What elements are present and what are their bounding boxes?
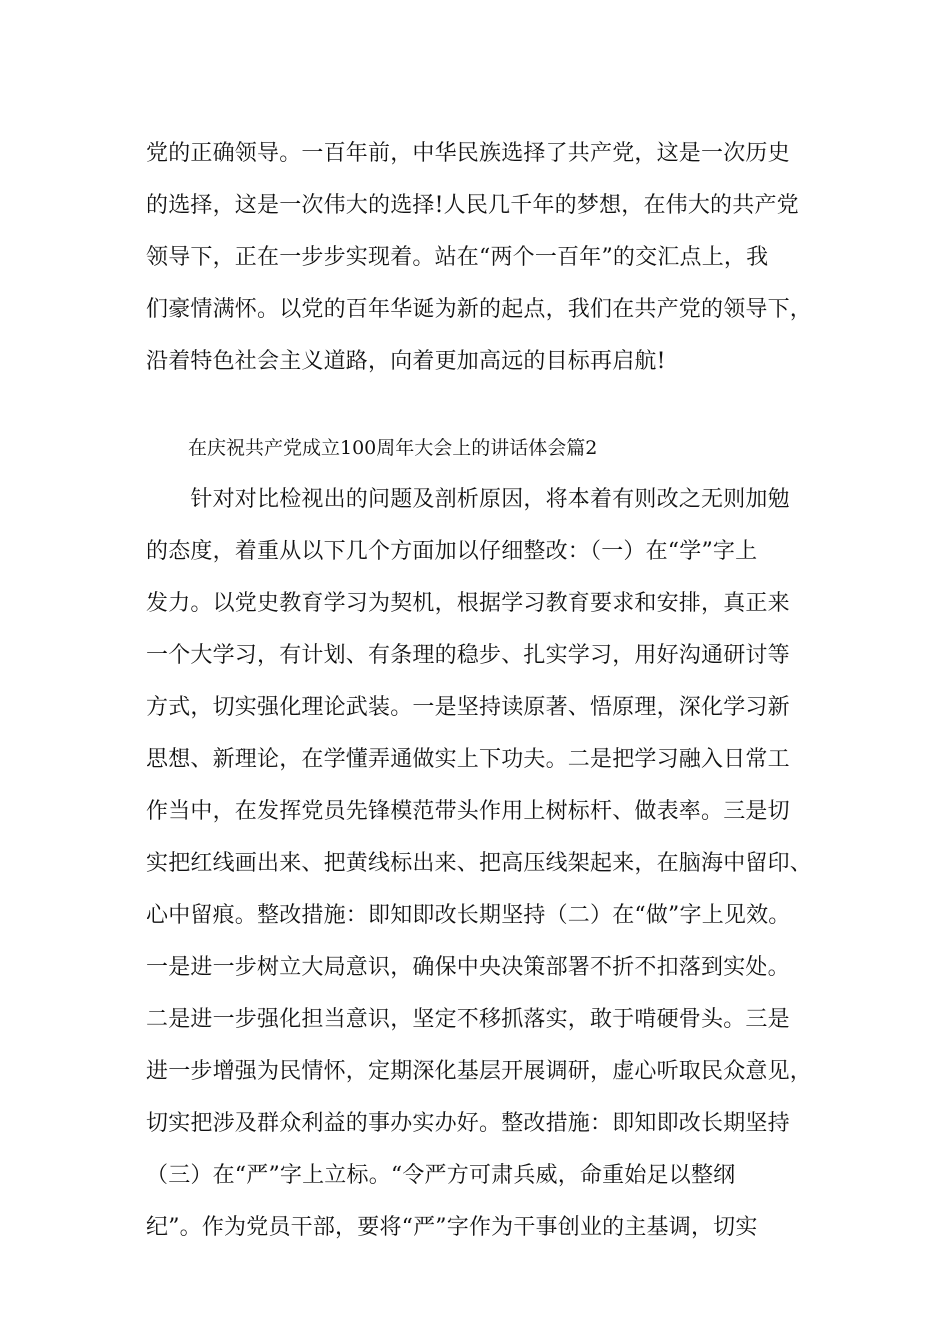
paragraph-line: 的态度，着重从以下几个方面加以仔细整改：（一）在“学”字上 (146, 539, 758, 564)
paragraph-line: 作当中，在发挥党员先锋模范带头作用上树标杆、做表率。三是切 (146, 799, 790, 824)
paragraph-line: 纪”。作为党员干部，要将“严”字作为干事创业的主基调，切实 (146, 1215, 758, 1240)
paragraph-line: 领导下，正在一步步实现着。站在“两个一百年”的交汇点上，我 (146, 245, 769, 270)
paragraph-line: 方式，切实强化理论武装。一是坚持读原著、悟原理，深化学习新 (146, 695, 790, 720)
paragraph-line: 实把红线画出来、把黄线标出来、把高压线架起来，在脑海中留印、 (146, 851, 813, 876)
paragraph-2 (146, 474, 826, 1254)
paragraph-line: 心中留痕。整改措施：即知即改长期坚持（二）在“做”字上见效。 (146, 903, 791, 928)
paragraph-line: 一是进一步树立大局意识，确保中央决策部署不折不扣落到实处。 (146, 955, 790, 980)
paragraph-line: 一个大学习，有计划、有条理的稳步、扎实学习，用好沟通研讨等 (146, 643, 790, 668)
paragraph-line: 的选择，这是一次伟大的选择!人民几千年的梦想，在伟大的共产党 (146, 193, 799, 218)
paragraph-line: 针对对比检视出的问题及剖析原因，将本着有则改之无则加勉 (146, 487, 790, 512)
section-heading: 在庆祝共产党成立100周年大会上的讲话体会篇2 (188, 437, 598, 459)
paragraph-1 (146, 128, 826, 388)
paragraph-line: 二是进一步强化担当意识，坚定不移抓落实，敢于啃硬骨头。三是 (146, 1007, 790, 1032)
paragraph-line: 发力。以党史教育学习为契机，根据学习教育要求和安排，真正来 (146, 591, 790, 616)
paragraph-line: 沿着特色社会主义道路，向着更加高远的目标再启航! (146, 349, 666, 374)
paragraph-line: 们豪情满怀。以党的百年华诞为新的起点，我们在共产党的领导下， (146, 297, 813, 322)
paragraph-line: 党的正确领导。一百年前，中华民族选择了共产党，这是一次历史 (146, 141, 790, 166)
paragraph-line: 思想、新理论，在学懂弄通做实上下功夫。二是把学习融入日常工 (146, 747, 790, 772)
paragraph-line: 切实把涉及群众利益的事办实办好。整改措施：即知即改长期坚持 (146, 1111, 790, 1136)
paragraph-line: （三）在“严”字上立标。“令严方可肃兵威，命重始足以整纲 (146, 1163, 736, 1188)
paragraph-line: 进一步增强为民情怀，定期深化基层开展调研，虚心听取民众意见， (146, 1059, 813, 1084)
